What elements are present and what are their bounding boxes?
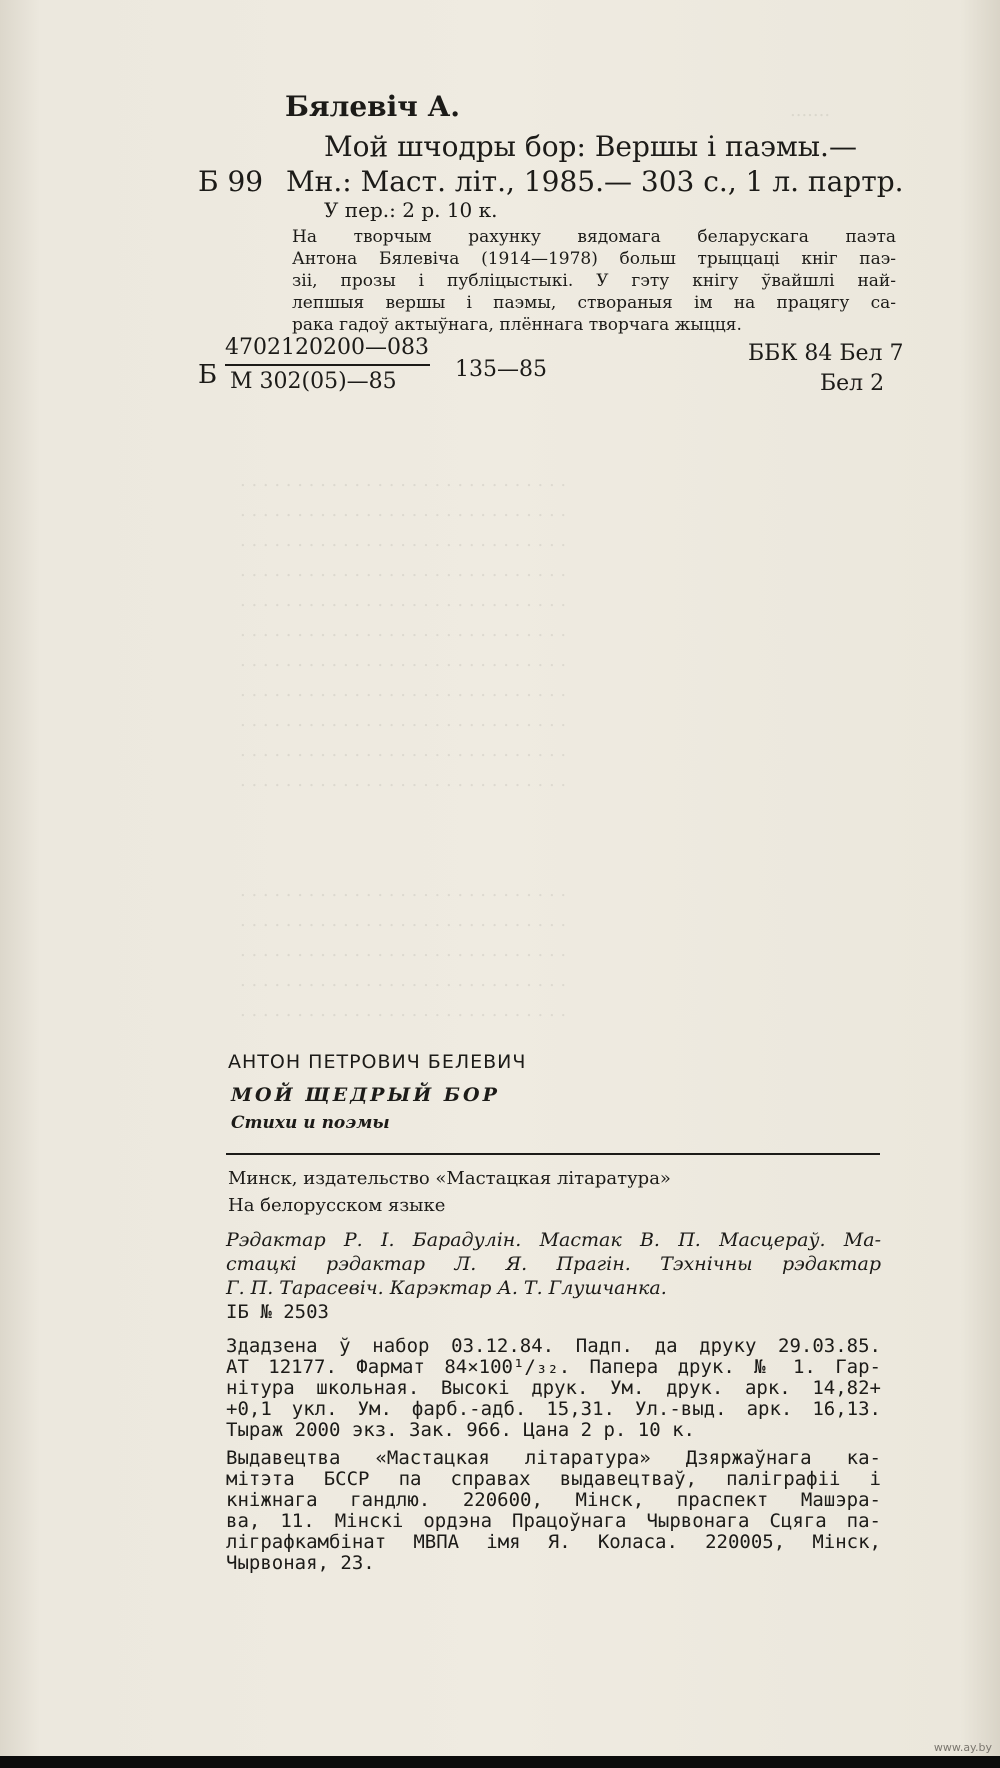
tech-line: Тыраж 2000 экз. Зак. 966. Цана 2 р. 10 к. <box>226 1419 695 1441</box>
printer-line: кніжнага гандлю. 220600, Мінск, праспект Машэра- <box>226 1489 881 1511</box>
publisher-printer-details <box>226 1448 881 1574</box>
author-name-russian: АНТОН ПЕТРОВИЧ БЕЛЕВИЧ <box>228 1051 527 1073</box>
fraction-rule <box>225 364 430 366</box>
book-title-line: Мой шчодры бор: Вершы і паэмы.— <box>324 130 857 163</box>
editors-line: Рэдактар Р. І. Барадулін. Мастак В. П. Масцераў. Ма- <box>226 1229 881 1251</box>
editors-line: стацкі рэдактар Л. Я. Прагін. Тэхнічны рэдактар <box>226 1253 881 1275</box>
code-numerator: 4702120200—083 <box>225 335 429 360</box>
scan-edge <box>0 1756 1000 1768</box>
language-line: На белорусском языке <box>228 1195 446 1216</box>
book-subtitle-russian: Стихи и поэмы <box>231 1113 390 1133</box>
printer-line: мітэта БССР па справах выдавецтваў, паліграфіі і <box>226 1468 881 1490</box>
annotation <box>292 226 896 336</box>
code-denominator: М 302(05)—85 <box>230 369 397 394</box>
tech-line: АТ 12177. Фармат 84×100¹/₃₂. Папера друк. № 1. Гар- <box>226 1356 881 1378</box>
printer-line: ліграфкамбінат МВПА імя Я. Коласа. 220005, Мінск, <box>226 1531 881 1553</box>
editors-credits <box>226 1228 881 1300</box>
annotation-line: Антона Бялевіча (1914—1978) больш трыццаці кніг паэ- <box>292 249 896 269</box>
annotation-line: зіі, прозы і публіцыстыкі. У гэту кнігу ўвайшлі най- <box>292 271 896 291</box>
tech-line: Здадзена ў набор 03.12.84. Падп. да друку 29.03.85. <box>226 1335 881 1357</box>
book-title-russian: МОЙ ЩЕДРЫЙ БОР <box>231 1084 500 1106</box>
technical-details <box>226 1336 881 1441</box>
printer-line: ва, 11. Мінскі ордэна Працоўнага Чырвонага Сцяга па- <box>226 1510 881 1532</box>
annotation-line: рака гадоў актыўнага, плённага творчага жыцця. <box>292 315 742 335</box>
price-line: У пер.: 2 р. 10 к. <box>324 198 498 222</box>
author-heading: Бялевіч А. <box>285 90 461 123</box>
tech-line: +0,1 укл. Ум. фарб.-адб. 15,31. Ул.-выд. арк. 16,13. <box>226 1398 881 1420</box>
printer-line: Чырвоная, 23. <box>226 1552 375 1574</box>
bbk-index-secondary: Бел 2 <box>820 371 885 396</box>
editors-line: Г. П. Тарасевіч. Карэктар А. Т. Глушчанка. <box>226 1277 667 1299</box>
bbk-index: ББК 84 Бел 7 <box>748 341 904 366</box>
watermark: www.ay.by <box>933 1741 992 1754</box>
printer-line: Выдавецтва «Мастацкая літаратура» Дзяржаўнага ка- <box>226 1447 881 1469</box>
imprint-line: Мн.: Маст. літ., 1985.— 303 с., 1 л. партр. <box>286 165 904 198</box>
catalog-code: Б 99 <box>198 165 264 198</box>
ib-number: ІБ № 2503 <box>226 1301 329 1323</box>
divider <box>226 1153 880 1155</box>
classification-letter: Б <box>198 360 218 390</box>
tech-line: нітура школьная. Высокі друк. Ум. друк. арк. 14,82+ <box>226 1377 881 1399</box>
annotation-line: лепшыя вершы і паэмы, створаныя ім на працягу са- <box>292 293 896 313</box>
publisher-line: Минск, издательство «Мастацкая літаратура» <box>228 1168 671 1189</box>
book-page: ....... . . . . . . . . . . . . . . . . . . . . . . . . . . . . . . . . . . . . . . . . . . . . . . . . . . . . . . . . . . . . . . . . . . . . . . . . . . . . . . . . . . . . . . . . . . . . . . . . . . . . . . . . . . . . . . . . . . . . . . . . . . . . . . . . . . . . . . . . . . . . . . . . . . . . . . . . . . . . . . . . . . . . . . . . . . . . . . . . . . . . . . . . . . . . . . . . . . . . . . . . . . . . . . . . . . . . . . . . . . . . . . . . . . . . . . . . . . . . . . . . . . . . . . . . . . . . . . . . . . . . . . . . . . . . . . . . . . . . . . . . . . . . . . . . . . . . . . . . . . . . . . . . . . . . . . . . . . . . . . . . . . . . . . . . . . . . . . . . . . . . . . . . . . . . . . . . . . . . . . . . . . . . . . . . . . . . . . . . . . . . . . . . . . . . . . . . . . . . . . . . . . . . . . . . . . . . . . . . . . . . . . . . . . . . . . . . . . . . . . . . . . . . . . . . . . . . . . . . . . . . . . . . Бялевіч А. Мой шчодры бор: Вершы і паэмы.— Б 99 Мн.: Маст. літ., 1985.— 303 с., 1 л. партр. У пер.: 2 р. 10 к. На творчым рахунку вядомага беларускага паэта Антона Бялевіча (1914—1978) больш трыццаці кніг паэ- зіі, прозы і публіцыстыкі. У гэту кнігу ўвайшлі най- лепшыя вершы і паэмы, створаныя ім на працягу са- рака гадоў актыўнага, плённага творчага жыцця. Б 4702120200—083 М 302(05)—85 135—85 ББК 84 Бел 7 Бел 2 АНТОН ПЕТРОВИЧ БЕЛЕВИЧ МОЙ ЩЕДРЫЙ БОР Стихи и поэмы Минск, издательство «Мастацкая літаратура» На белорусском языке Рэдактар Р. І. Барадулін. Мастак В. П. Масцераў. Ма- стацкі рэдактар Л. Я. Прагін. Тэхнічны рэдактар Г. П. Тарасевіч. Карэктар А. Т. Глушчанка. ІБ № 2503 Здадзена ў набор 03.12.84. Падп. да друку 29.03.85. АТ 12177. Фармат 84×100¹/₃₂. Папера друк. № 1. Гар- нітура школьная. Высокі друк. Ум. друк. арк. 14,82+ +0,1 укл. Ум. фарб.-адб. 15,31. Ул.-выд. арк. 16,13. Тыраж 2000 экз. Зак. 966. Цана 2 р. 10 к. Выдавецтва «Мастацкая літаратура» Дзяржаўнага ка- мітэта БССР па справах выдавецтваў, паліграфіі і кніжнага гандлю. 220600, Мінск, праспект Машэра- ва, 11. Мінскі ордэна Працоўнага Чырвонага Сцяга па- ліграфкамбінат МВПА імя Я. Коласа. 220005, Мінск, Чырвоная, 23. www.ay.by <box>0 0 1000 1768</box>
annotation-line: На творчым рахунку вядомага беларускага паэта <box>292 227 896 247</box>
code-series: 135—85 <box>455 357 547 382</box>
